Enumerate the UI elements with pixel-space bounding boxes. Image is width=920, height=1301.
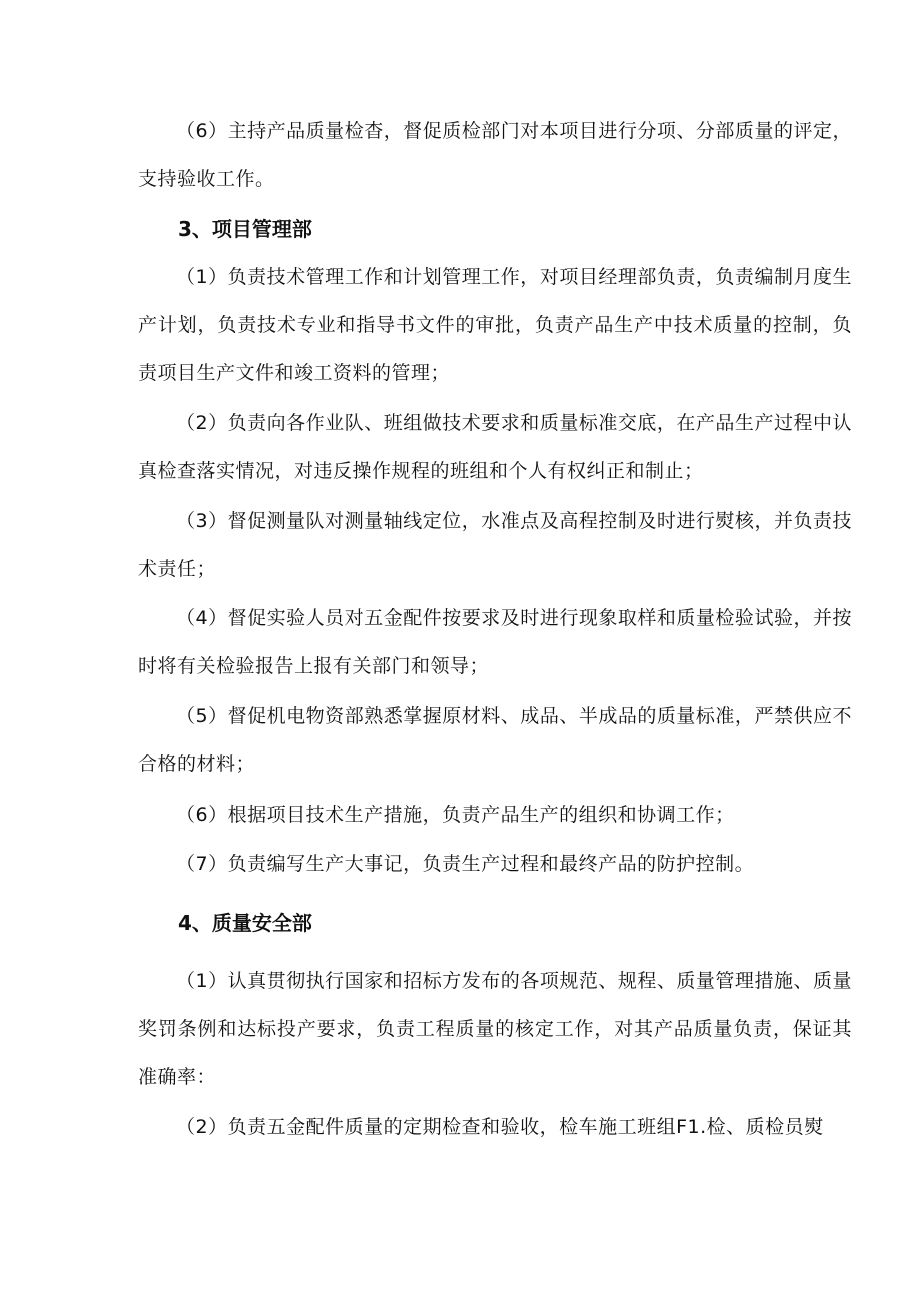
paragraph-quality-inspection-duty: （6）主持产品质量检杳，督促质检部门对本项目进行分项、分部质量的评定，支持验收工作。	[138, 120, 852, 190]
paragraph-pm-item-5: （5）督促机电物资部熟悉掌握原材料、成品、半成品的质量标准，严禁供应不合格的材料；	[138, 705, 852, 775]
paragraph-pm-item-7: （7）负责编写生产大事记，负责生产过程和最终产品的防护控制。	[176, 853, 755, 875]
paragraph-pm-item-2: （2）负责向各作业队、班组做技术要求和质量标准交底，在产品生产过程中认真检查落实情况，对违反操作规程的班组和个人有权纠正和制止；	[138, 412, 852, 482]
section-heading-quality-safety: 4、质量安全部	[178, 911, 312, 935]
paragraph-qs-item-1: （1）认真贯彻执行国家和招标方发布的各项规范、规程、质量管理措施、质量奖罚条例和达标投产要求，负责工程质量的核定工作，对其产品质量负责，保证其准确率：	[138, 970, 852, 1088]
paragraph-pm-item-6: （6）根据项目技术生产措施，负责产品生产的组织和协调工作；	[176, 804, 735, 826]
paragraph-pm-item-4: （4）督促实验人员对五金配件按要求及时进行现象取样和质量检验试验，并按时将有关检验报告上报有关部门和领导；	[138, 607, 852, 677]
paragraph-qs-item-2: （2）负责五金配件质量的定期检查和验收，检车施工班组F1.检、质检员熨	[176, 1116, 824, 1138]
section-heading-project-management: 3、项目管理部	[178, 217, 312, 241]
paragraph-pm-item-1: （1）负责技术管理工作和计划管理工作，对项目经理部负责，负责编制月度生产计划，负责技术专业和指导书文件的审批，负责产品生产中技术质量的控制，负责项目生产文件和竣工资料的管理；	[138, 266, 852, 384]
paragraph-pm-item-3: （3）督促测量队对测量轴线定位，水准点及高程控制及时进行熨核，并负责技术责任；	[138, 510, 852, 580]
